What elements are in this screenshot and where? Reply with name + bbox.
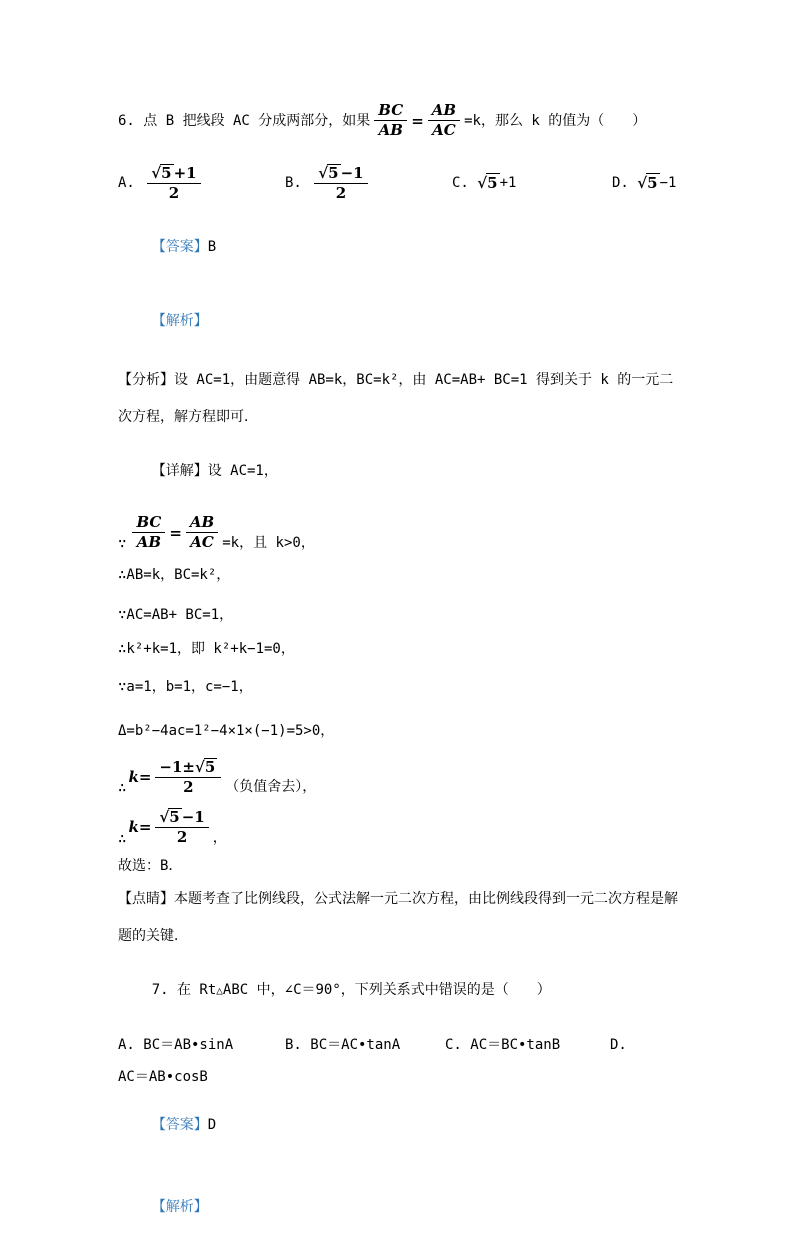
dianjing-label: 【点睛】: [118, 890, 174, 907]
q7-option-d: D.: [610, 1036, 627, 1053]
q7-analysis-line: [118, 1174, 684, 1240]
xiangjie-intro: 设 AC=1，: [207, 463, 278, 479]
fenxi-label: 【分析】: [118, 372, 174, 388]
k1-fraction: −1± √ 5 2: [155, 758, 221, 797]
q6-fraction-ab-ac: $\frac{AB}{AC}$: [428, 102, 460, 140]
q6-stem-suffix: =k，那么 k 的值为（ ）: [464, 112, 647, 129]
k1-equation: k= −1± √ 5 2: [128, 758, 225, 797]
equals-sign: =: [169, 523, 182, 542]
q6-equals-sign: =: [411, 111, 424, 130]
option-label: A.: [118, 174, 144, 191]
q7-option-c: C. AC＝BC•tanB: [445, 1036, 561, 1053]
sqrt-expression: √ 5: [159, 808, 180, 826]
option-a-formula: √ 5 +1 2: [147, 164, 200, 203]
analysis-label: 【解析】: [151, 1198, 208, 1215]
q6-dianjing-paragraph: [118, 881, 684, 955]
q6-fenxi-paragraph: [118, 362, 684, 436]
q6-solution-k1-line: [118, 758, 684, 797]
solution-line-coefficients: ∵a=1，b=1，c=−1，: [118, 678, 253, 695]
q7-option-b: B. BC＝AC•tanA: [285, 1036, 401, 1053]
fenxi-text: 设 AC=1，由题意得 AB=k，BC=k²，由 AC=AB+ BC=1 得到关于 k 的一元二次方程，解方程即可．: [118, 372, 674, 425]
q6-xiangjie-line: [118, 438, 684, 504]
q7-answer-line: [118, 1092, 684, 1158]
fraction-ab-ac: $\frac{AB}{AC}$: [186, 514, 218, 552]
q7-option-a: A. BC＝AB•sinA: [118, 1036, 234, 1053]
solution-line-ab: ∴AB=k，BC=k²，: [118, 566, 231, 583]
answer-label: 【答案】: [151, 239, 208, 255]
k2-equation: k= √ 5 −1 2: [128, 808, 212, 847]
solution-line-discriminant: Δ=b²−4ac=1²−4×1×(−1)=5>0，: [118, 722, 335, 739]
q6-analysis-line: [118, 288, 684, 354]
option-d-formula: √ 5: [637, 174, 658, 193]
q7-option-d-continuation: AC＝AB•cosB: [118, 1068, 208, 1085]
q6-option-a: [118, 164, 285, 203]
q6-stem-prefix: 6. 点 B 把线段 AC 分成两部分，如果: [118, 112, 371, 129]
xiangjie-label: 【详解】: [151, 463, 208, 479]
answer-value: D: [207, 1116, 217, 1133]
solution-line-quadratic: ∴k²+k=1，即 k²+k−1=0，: [118, 640, 295, 657]
option-c-formula: √ 5: [477, 174, 498, 193]
k2-fraction: √ 5 −1 2: [155, 808, 208, 847]
q6-solution-k2-line: [118, 808, 684, 847]
triangle-symbol: △: [216, 983, 223, 997]
sqrt-expression: √ 5: [318, 163, 339, 182]
q6-option-d: D. √ 5 −1: [612, 174, 677, 193]
q7-options-row: [118, 1034, 684, 1056]
q6-option-b: [285, 164, 452, 203]
fraction-equation: [128, 514, 222, 552]
sqrt-expression: √ 5: [194, 757, 216, 776]
question-6-stem: [118, 102, 684, 140]
option-label: D.: [612, 174, 638, 191]
sqrt-expression: √ 5: [151, 163, 172, 182]
analysis-label: 【解析】: [151, 313, 208, 329]
q6-options-row: [118, 164, 684, 203]
answer-label: 【答案】: [151, 1116, 208, 1133]
therefore-symbol: ∴: [118, 830, 127, 847]
answer-value: B: [207, 239, 217, 255]
option-label: C.: [452, 174, 478, 191]
option-label: B.: [285, 174, 311, 191]
solution-line-ac: ∵AC=AB+ BC=1，: [118, 606, 234, 623]
q6-fraction-bc-ab: $\frac{BC}{AB}$: [374, 102, 407, 140]
therefore-symbol: ∴: [118, 780, 127, 796]
fraction-line-suffix: =k，且 k>0，: [222, 534, 315, 551]
q6-option-c: C. √ 5 +1: [452, 174, 517, 193]
because-symbol: ∵: [118, 535, 127, 552]
q6-solution-fraction-line: [118, 514, 684, 552]
k1-suffix: （负值舍去），: [225, 779, 317, 795]
q6-choice-line: 故选：B．: [118, 857, 183, 874]
fraction-bc-ab: $\frac{BC}{AB}$: [132, 514, 165, 552]
q6-answer-line: [118, 214, 684, 280]
k2-suffix: ，: [212, 829, 227, 846]
dianjing-text: 本题考查了比例线段，公式法解一元二次方程，由比例线段得到一元二次方程是解题的关键．: [118, 890, 678, 944]
question-7-stem: 7. 在 Rt△ABC 中，∠C＝90°，下列关系式中错误的是（ ）: [151, 981, 551, 998]
option-b-formula: √ 5 −1 2: [314, 164, 367, 203]
